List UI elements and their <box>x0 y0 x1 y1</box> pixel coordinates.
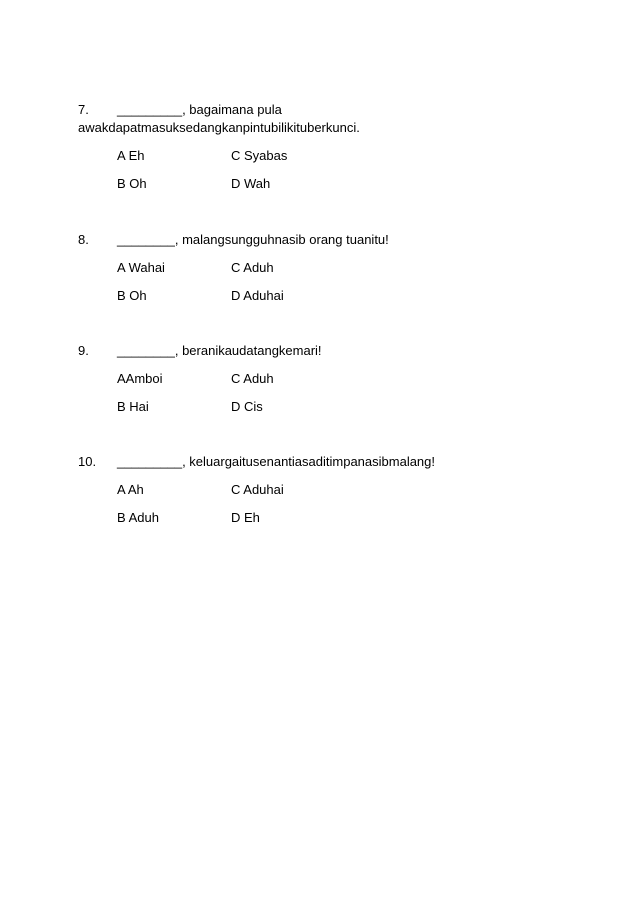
question-stem: _________, bagaimana pula <box>117 102 282 117</box>
question-stem-line <box>78 231 598 249</box>
question-number: 7. <box>78 102 89 117</box>
option-row <box>78 509 598 527</box>
option-d: D Wah <box>231 176 271 191</box>
question-stem-line <box>78 101 598 119</box>
question-number: 8. <box>78 232 89 247</box>
option-a: A Eh <box>117 148 145 163</box>
option-c: C Syabas <box>231 148 288 163</box>
option-b: B Oh <box>117 176 147 191</box>
question-8 <box>78 231 598 305</box>
question-number: 10. <box>78 454 97 469</box>
question-stem: ________, malangsungguhnasib orang tuanitu! <box>117 232 389 247</box>
option-a: A Wahai <box>117 260 165 275</box>
option-d: D Cis <box>231 399 263 414</box>
option-row <box>78 259 598 277</box>
option-b: B Hai <box>117 399 149 414</box>
option-row <box>78 147 598 165</box>
question-stem-continuation: awakdapatmasuksedangkanpintubilikituberkunci. <box>78 120 360 135</box>
question-7 <box>78 101 598 193</box>
question-stem: ________, beranikaudatangkemari! <box>117 343 322 358</box>
question-10 <box>78 453 598 527</box>
option-d: D Eh <box>231 510 260 525</box>
question-stem-line <box>78 342 598 360</box>
option-c: C Aduh <box>231 260 274 275</box>
option-a: AAmboi <box>117 371 163 386</box>
option-row <box>78 175 598 193</box>
option-d: D Aduhai <box>231 288 284 303</box>
option-b: B Oh <box>117 288 147 303</box>
question-number: 9. <box>78 343 89 358</box>
option-row <box>78 398 598 416</box>
option-b: B Aduh <box>117 510 159 525</box>
question-9 <box>78 342 598 416</box>
option-c: C Aduh <box>231 371 274 386</box>
option-a: A Ah <box>117 482 144 497</box>
option-row <box>78 287 598 305</box>
option-row <box>78 481 598 499</box>
option-c: C Aduhai <box>231 482 284 497</box>
option-row <box>78 370 598 388</box>
question-stem-line <box>78 453 598 471</box>
question-stem: _________, keluargaitusenantiasaditimpanasibmalang! <box>117 454 436 469</box>
